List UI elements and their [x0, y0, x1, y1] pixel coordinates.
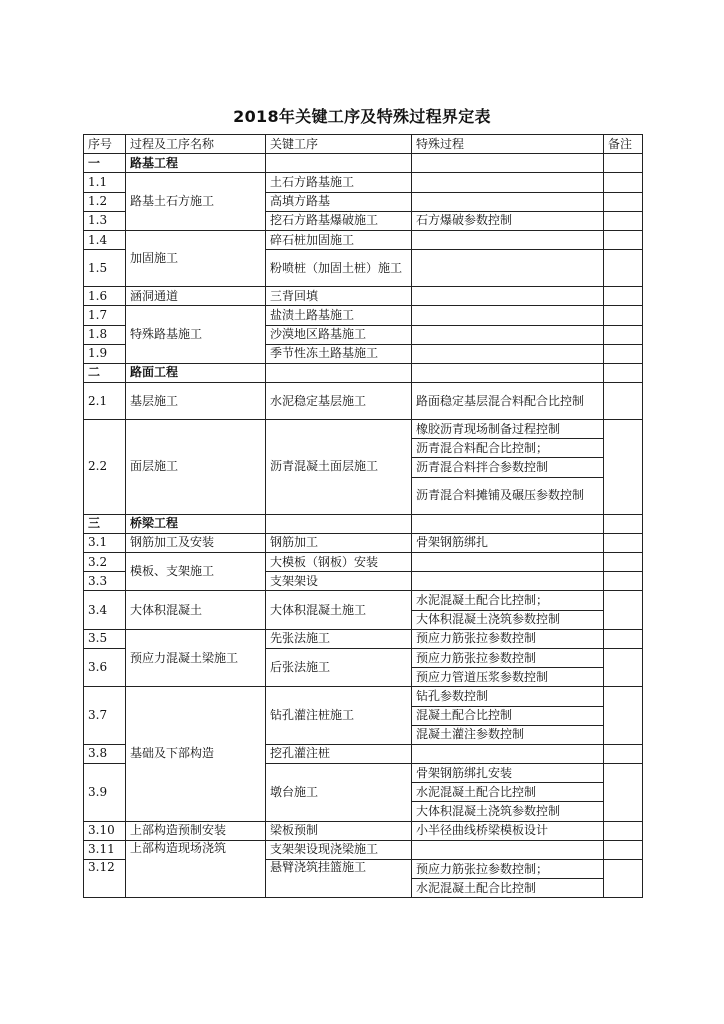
special-process: 大体积混凝土浇筑参数控制	[412, 802, 604, 821]
process-name: 基层施工	[126, 383, 266, 420]
special-process: 预应力管道压浆参数控制	[412, 668, 604, 687]
process-name: 基础及下部构造	[126, 687, 266, 821]
row-number: 1.5	[84, 250, 126, 287]
process-name: 大体积混凝土	[126, 591, 266, 629]
row-number: 1.8	[84, 325, 126, 344]
key-process: 挖石方路基爆破施工	[266, 211, 412, 230]
special-process: 沥青混合料配合比控制；	[412, 439, 604, 458]
key-process: 季节性冻土路基施工	[266, 344, 412, 363]
special-process: 混凝土灌注参数控制	[412, 725, 604, 744]
key-process: 钢筋加工	[266, 533, 412, 552]
row-number: 2.1	[84, 383, 126, 420]
row-number: 3.6	[84, 648, 126, 686]
row-number: 3.5	[84, 629, 126, 648]
process-name: 涵洞通道	[126, 287, 266, 306]
process-name: 预应力混凝土梁施工	[126, 629, 266, 687]
special-process: 沥青混合料摊铺及碾压参数控制	[412, 477, 604, 514]
special-process: 橡胶沥青现场制备过程控制	[412, 420, 604, 439]
special-process: 大体积混凝土浇筑参数控制	[412, 610, 604, 629]
row-number: 1.4	[84, 230, 126, 249]
key-process: 支架架设现浇梁施工	[266, 840, 412, 859]
key-process: 粉喷桩（加固土桩）施工	[266, 250, 412, 287]
table-row	[84, 840, 643, 859]
table-row	[84, 533, 643, 552]
section-name: 路基工程	[126, 154, 266, 173]
special-process: 小半径曲线桥梁模板设计	[412, 821, 604, 840]
process-name: 特殊路基施工	[126, 306, 266, 364]
key-process: 土石方路基施工	[266, 173, 412, 192]
key-process: 三背回填	[266, 287, 412, 306]
header-cell: 备注	[604, 135, 643, 154]
row-number: 1.2	[84, 192, 126, 211]
special-process: 混凝土配合比控制	[412, 706, 604, 725]
key-process: 挖孔灌注桩	[266, 744, 412, 763]
table-row	[84, 306, 643, 325]
special-process: 钻孔参数控制	[412, 687, 604, 706]
key-process: 碎石桩加固施工	[266, 230, 412, 249]
key-process: 梁板预制	[266, 821, 412, 840]
row-number: 3.1	[84, 533, 126, 552]
row-number: 3.9	[84, 764, 126, 822]
row-number: 3.4	[84, 591, 126, 629]
table-row	[84, 287, 643, 306]
key-process: 钻孔灌注桩施工	[266, 687, 412, 745]
row-number: 1.6	[84, 287, 126, 306]
section-number: 三	[84, 514, 126, 533]
key-process: 支架架设	[266, 572, 412, 591]
section-row	[84, 363, 643, 382]
key-process: 盐渍土路基施工	[266, 306, 412, 325]
header-cell: 关键工序	[266, 135, 412, 154]
section-number: 一	[84, 154, 126, 173]
special-process: 水泥混凝土配合比控制	[412, 879, 604, 898]
special-process: 水泥混凝土配合比控制；	[412, 591, 604, 610]
row-number: 3.8	[84, 744, 126, 763]
table-row	[84, 230, 643, 249]
row-number: 2.2	[84, 420, 126, 515]
row-number: 3.11	[84, 840, 126, 859]
table-row	[84, 629, 643, 648]
special-process: 路面稳定基层混合料配合比控制	[412, 383, 604, 420]
table-row	[84, 591, 643, 610]
table-row	[84, 821, 643, 840]
process-name: 上部构造预制安装	[126, 821, 266, 840]
section-name: 路面工程	[126, 363, 266, 382]
special-process: 预应力筋张拉参数控制	[412, 648, 604, 667]
special-process: 石方爆破参数控制	[412, 211, 604, 230]
row-number: 1.7	[84, 306, 126, 325]
special-process: 水泥混凝土配合比控制	[412, 783, 604, 802]
process-name: 上部构造现场浇筑	[126, 840, 266, 898]
section-row	[84, 154, 643, 173]
process-name: 钢筋加工及安装	[126, 533, 266, 552]
special-process: 预应力筋张拉参数控制；	[412, 860, 604, 879]
key-process: 悬臂浇筑挂篮施工	[266, 860, 412, 898]
special-process: 骨架钢筋绑扎安装	[412, 764, 604, 783]
row-number: 1.9	[84, 344, 126, 363]
row-number: 3.7	[84, 687, 126, 745]
row-number: 1.1	[84, 173, 126, 192]
special-process: 骨架钢筋绑扎	[412, 533, 604, 552]
section-name: 桥梁工程	[126, 514, 266, 533]
header-cell: 特殊过程	[412, 135, 604, 154]
table-row	[84, 383, 643, 420]
section-row	[84, 514, 643, 533]
key-process: 大模板（钢板）安装	[266, 553, 412, 572]
row-number: 1.3	[84, 211, 126, 230]
row-number: 3.2	[84, 553, 126, 572]
process-name: 面层施工	[126, 420, 266, 515]
process-name: 模板、支架施工	[126, 553, 266, 591]
document-title: 2018年关键工序及特殊过程界定表	[233, 107, 491, 126]
row-number: 3.12	[84, 860, 126, 898]
table-row	[84, 687, 643, 706]
special-process: 预应力筋张拉参数控制	[412, 629, 604, 648]
process-name: 路基土石方施工	[126, 173, 266, 231]
key-process: 先张法施工	[266, 629, 412, 648]
key-process: 墩台施工	[266, 764, 412, 822]
special-process: 沥青混合料拌合参数控制	[412, 458, 604, 477]
header-row	[84, 135, 643, 154]
key-process: 水泥稳定基层施工	[266, 383, 412, 420]
table-row	[84, 553, 643, 572]
process-name: 加固施工	[126, 230, 266, 286]
key-process: 后张法施工	[266, 648, 412, 686]
key-process: 大体积混凝土施工	[266, 591, 412, 629]
header-cell: 过程及工序名称	[126, 135, 266, 154]
row-number: 3.3	[84, 572, 126, 591]
section-number: 二	[84, 363, 126, 382]
row-number: 3.10	[84, 821, 126, 840]
table-row	[84, 173, 643, 192]
key-process: 沥青混凝土面层施工	[266, 420, 412, 515]
key-process: 高填方路基	[266, 192, 412, 211]
key-process: 沙漠地区路基施工	[266, 325, 412, 344]
table-row	[84, 420, 643, 439]
header-cell: 序号	[84, 135, 126, 154]
definition-table	[83, 134, 643, 898]
